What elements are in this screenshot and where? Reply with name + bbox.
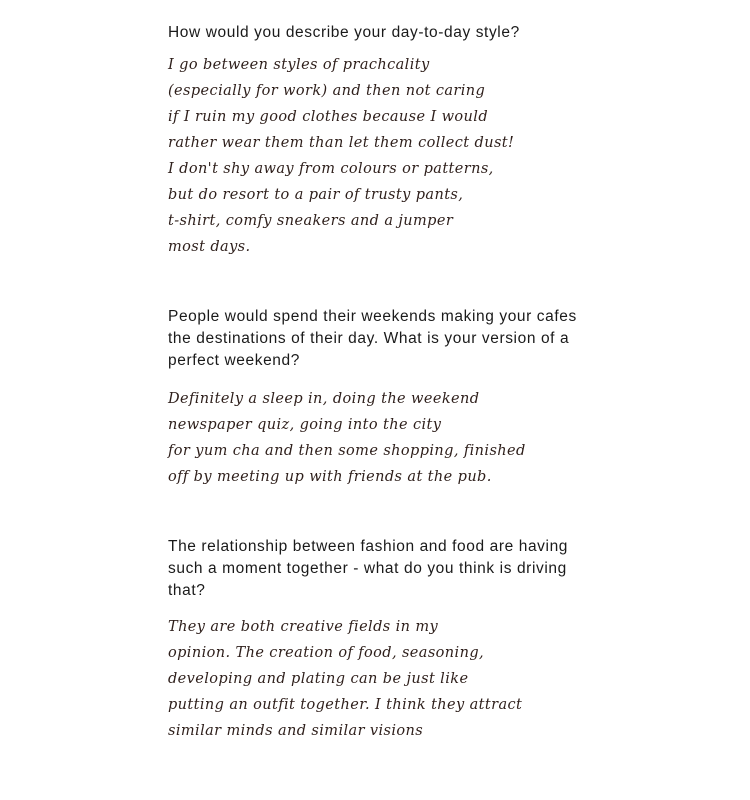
answer-line: t-shirt, comfy sneakers and a jumper [168,213,454,229]
answer-line: most days. [168,239,251,255]
qa-block-style [168,22,588,260]
handwritten-answer [168,614,588,744]
qa-block-fashion-food [168,536,588,744]
answer-line: I go between styles of prachcality [168,57,430,73]
answer-line: developing and plating can be just like [168,671,469,687]
answer-line: rather wear them than let them collect dust! [168,135,515,151]
answer-line: Definitely a sleep in, doing the weekend [168,391,480,407]
answer-line: for yum cha and then some shopping, finished [168,443,526,459]
handwritten-answer [168,52,588,260]
answer-line: putting an outfit together. I think they attract [168,697,523,713]
question-text: How would you describe your day-to-day style? [168,24,520,41]
answer-line: opinion. The creation of food, seasoning, [168,645,485,661]
answer-line: if I ruin my good clothes because I would [168,109,489,125]
answer-line: (especially for work) and then not caring [168,83,486,99]
answer-line: off by meeting up with friends at the pub. [168,469,492,485]
question-text: The relationship between fashion and food are having such a moment together - what do you think is driving that? [168,538,569,599]
answer-line: I don't shy away from colours or patterns, [168,161,494,177]
answer-line: similar minds and similar visions [168,723,424,739]
answer-line: They are both creative fields in my [168,619,439,635]
answer-line: newspaper quiz, going into the city [168,417,442,433]
answer-line: but do resort to a pair of trusty pants, [168,187,464,203]
qa-block-weekend [168,306,588,490]
question-text: People would spend their weekends making your cafes the destinations of their day. What is your version of a perfect weekend? [168,308,577,369]
handwritten-answer [168,386,588,490]
